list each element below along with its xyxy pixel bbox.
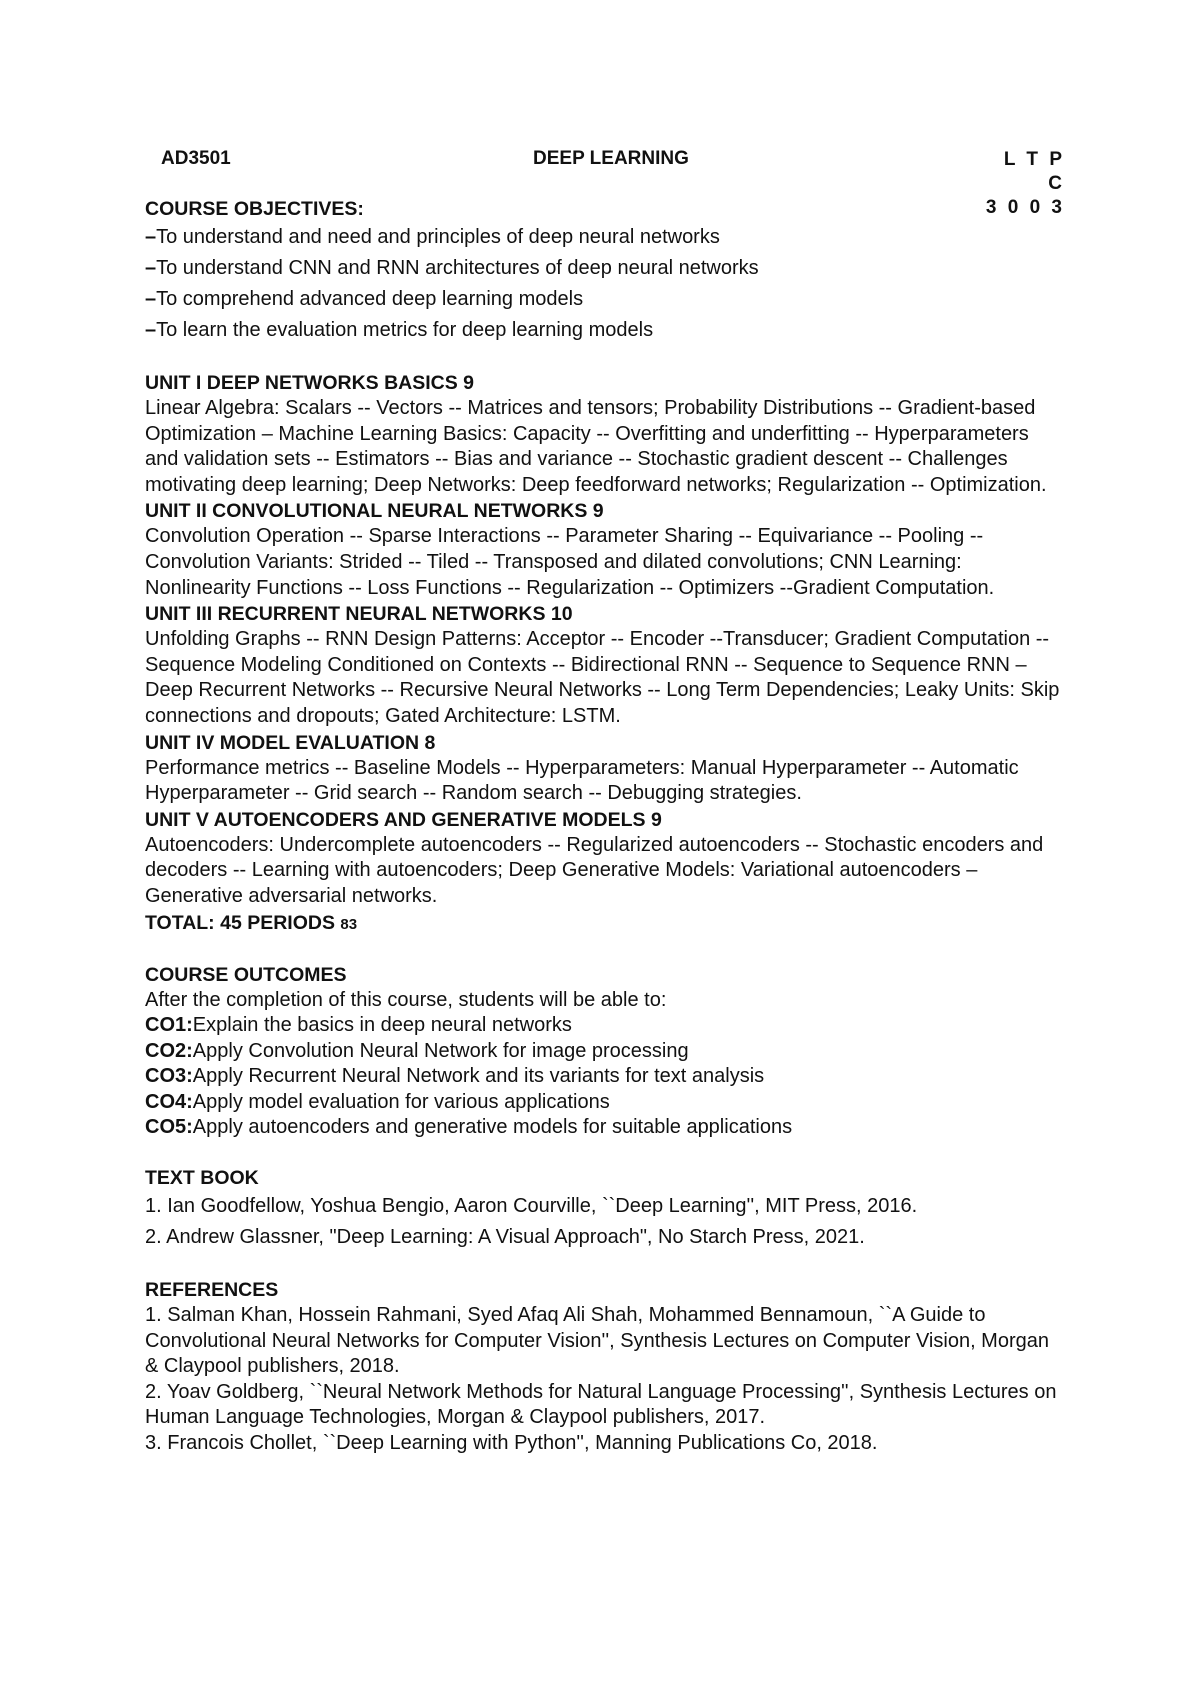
syllabus-page: [145, 148, 1065, 1457]
reference-item: 3. Francois Chollet, ``Deep Learning with Python'', Manning Publications Co, 2018.: [145, 1432, 878, 1455]
references-heading: REFERENCES: [145, 1279, 279, 1302]
total-label: TOTAL: 45 PERIODS: [145, 911, 335, 934]
unit-5-title: UNIT V AUTOENCODERS AND GENERATIVE MODELS 9: [145, 808, 662, 831]
page-number: 83: [340, 915, 358, 933]
reference-item: 1. Salman Khan, Hossein Rahmani, Syed Afaq Ali Shah, Mohammed Bennamoun, ``A Guide to Convolutional Neural Networks for Computer Vision'', Synthesis Lectures on Computer Vision, Morgan & Claypool publishers, 2018.: [145, 1304, 1049, 1378]
unit-3-title: UNIT III RECURRENT NEURAL NETWORKS 10: [145, 603, 573, 626]
objective-item: – To understand and need and principles of deep neural networks: [145, 222, 1065, 253]
objective-item: – To comprehend advanced deep learning models: [145, 284, 1065, 315]
unit-2-body: Convolution Operation -- Sparse Interactions -- Parameter Sharing -- Equivariance -- Pooling -- Convolution Variants: Strided -- Tiled -- Transposed and dilated convolutions; CNN Learning: Nonlinearity Functions -- Loss Functions -- Regularization -- Optimizers --Gradient Computation.: [145, 525, 995, 599]
spacer: [145, 1141, 1065, 1165]
unit-1-title: UNIT I DEEP NETWORKS BASICS 9: [145, 372, 475, 394]
outcomes-intro: After the completion of this course, students will be able to:: [145, 988, 667, 1011]
spacer: [145, 346, 1065, 370]
spacer: [145, 938, 1065, 962]
ltpc-block: [985, 148, 1065, 220]
objective-item: – To learn the evaluation metrics for deep learning models: [145, 315, 1065, 346]
course-code: AD3501: [161, 148, 231, 169]
outcome-code: CO1:: [145, 1014, 193, 1037]
unit-4-title: UNIT IV MODEL EVALUATION 8: [145, 731, 436, 754]
outcome-item: [145, 1013, 1065, 1039]
outcome-text: Apply autoencoders and generative models for suitable applications: [192, 1116, 793, 1139]
objectives-heading: COURSE OBJECTIVES:: [145, 198, 364, 220]
outcome-text: Apply model evaluation for various applications: [192, 1090, 610, 1113]
outcome-code: CO3:: [145, 1065, 193, 1088]
outcome-text: Explain the basics in deep neural networks: [192, 1014, 572, 1037]
objectives-list: [145, 222, 1065, 346]
outcomes-heading: COURSE OUTCOMES: [145, 963, 347, 986]
objective-item: – To understand CNN and RNN architectures of deep neural networks: [145, 253, 1065, 284]
ltpc-values: 3 0 0 3: [985, 197, 1065, 218]
unit-4-body: Performance metrics -- Baseline Models -- Hyperparameters: Manual Hyperparameter -- Automatic Hyperparameter -- Grid search -- Random search -- Debugging strategies.: [145, 756, 1019, 805]
outcome-item: [145, 1039, 1065, 1065]
textbook-item: 2. Andrew Glassner, "Deep Learning: A Visual Approach", No Starch Press, 2021.: [145, 1226, 865, 1249]
unit-3-body: Unfolding Graphs -- RNN Design Patterns: Acceptor -- Encoder --Transducer; Gradient Computation -- Sequence Modeling Conditioned on Contexts -- Bidirectional RNN -- Sequence to Sequence RNN – Deep Recurrent Networks -- Recursive Neural Networks -- Long Term Dependencies; Leaky Units: Skip connections and dropouts; Gated Architecture: LSTM.: [145, 628, 1060, 727]
outcome-text: Apply Recurrent Neural Network and its variants for text analysis: [192, 1065, 765, 1088]
unit-1-body: Linear Algebra: Scalars -- Vectors -- Matrices and tensors; Probability Distributions -- Gradient-based Optimization – Machine Learning Basics: Capacity -- Overfitting and underfitting -- Hyperparameters and validation sets -- Estimators -- Bias and variance -- Stochastic gradient descent -- Challenges motivating deep learning; Deep Networks: Deep feedforward networks; Regularization -- Optimization.: [145, 397, 1047, 496]
unit-2-title: UNIT II CONVOLUTIONAL NEURAL NETWORKS 9: [145, 500, 604, 523]
unit-5-body: Autoencoders: Undercomplete autoencoders -- Regularized autoencoders -- Stochastic encoders and decoders -- Learning with autoencoders; Deep Generative Models: Variational autoencoders – Generative adversarial networks.: [145, 833, 1044, 907]
total-periods: [145, 910, 1065, 938]
outcome-code: CO5:: [145, 1116, 193, 1139]
spacer: [145, 1253, 1065, 1277]
textbook-heading: TEXT BOOK: [145, 1167, 259, 1190]
outcome-item: [145, 1090, 1065, 1116]
course-title: DEEP LEARNING: [533, 148, 689, 169]
ltpc-labels: L T P C: [1003, 149, 1065, 194]
outcome-item: [145, 1115, 1065, 1141]
outcome-code: CO2:: [145, 1039, 193, 1062]
outcome-item: [145, 1064, 1065, 1090]
outcome-code: CO4:: [145, 1090, 193, 1113]
textbook-item: 1. Ian Goodfellow, Yoshua Bengio, Aaron Courville, ``Deep Learning'', MIT Press, 2016.: [145, 1195, 918, 1218]
outcome-text: Apply Convolution Neural Network for image processing: [192, 1039, 689, 1062]
reference-item: 2. Yoav Goldberg, ``Neural Network Methods for Natural Language Processing'', Synthesis Lectures on Human Language Technologies, Morgan & Claypool publishers, 2017.: [145, 1380, 1057, 1429]
